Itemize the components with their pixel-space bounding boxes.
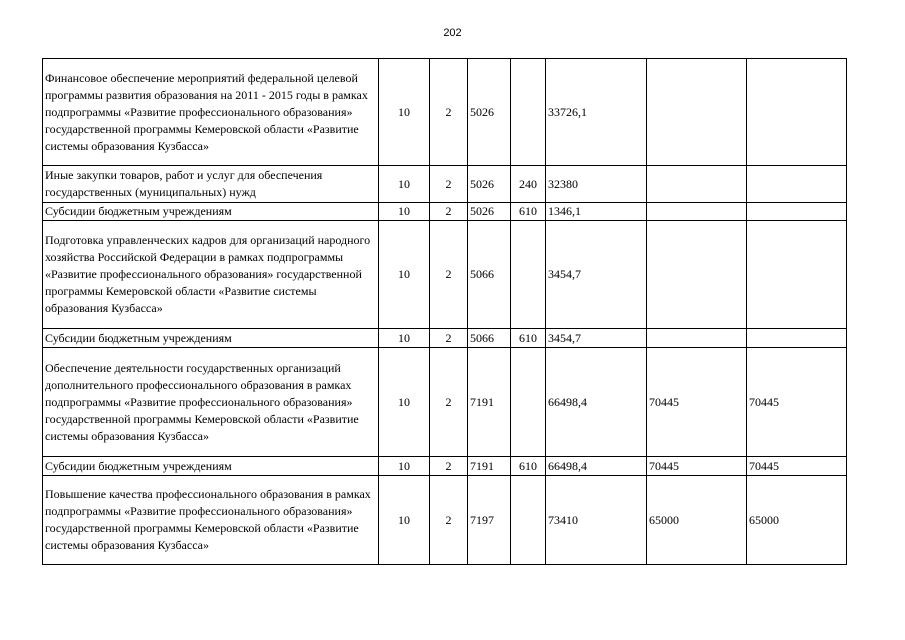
cell-section: 10 (379, 476, 430, 565)
row-name: Обеспечение деятельности государственных организаций дополнительного профессионального образования в рамках подпрограммы «Развитие профессионального образования» государственной программы Кемеровской области «Развитие системы образования Кузбасса» (43, 348, 379, 457)
cell-section: 10 (379, 221, 430, 329)
cell-subsection: 2 (430, 59, 468, 166)
row-name: Субсидии бюджетным учреждениям (43, 329, 379, 348)
cell-subsection: 2 (430, 348, 468, 457)
cell-target-item: 7191 (468, 457, 511, 476)
cell-target-item: 7197 (468, 476, 511, 565)
cell-expense-type: 610 (511, 457, 546, 476)
cell-target-item: 5026 (468, 166, 511, 203)
cell-expense-type (511, 221, 546, 329)
cell-target-item: 7191 (468, 348, 511, 457)
cell-section: 10 (379, 59, 430, 166)
cell-target-item: 5066 (468, 221, 511, 329)
cell-subsection: 2 (430, 457, 468, 476)
cell-target-item: 5066 (468, 329, 511, 348)
cell-subsection: 2 (430, 476, 468, 565)
cell-subsection: 2 (430, 221, 468, 329)
cell-subsection: 2 (430, 166, 468, 203)
table-row (43, 329, 847, 348)
cell-amount-1: 32380 (546, 166, 647, 203)
cell-amount-2 (647, 203, 747, 221)
page-number: 202 (443, 27, 462, 39)
cell-expense-type (511, 59, 546, 166)
cell-expense-type: 610 (511, 329, 546, 348)
cell-amount-3 (747, 221, 847, 329)
cell-amount-1: 66498,4 (546, 348, 647, 457)
cell-section: 10 (379, 457, 430, 476)
cell-target-item: 5026 (468, 203, 511, 221)
row-name: Субсидии бюджетным учреждениям (43, 457, 379, 476)
table-row (43, 203, 847, 221)
cell-amount-3 (747, 59, 847, 166)
table-row (43, 348, 847, 457)
row-name: Финансовое обеспечение мероприятий федеральной целевой программы развития образования на 2011 - 2015 годы в рамках подпрограммы «Развитие профессионального образования» государственной программы Кемеровской области «Развитие системы образования Кузбасса» (43, 59, 379, 166)
cell-section: 10 (379, 329, 430, 348)
cell-amount-2: 70445 (647, 348, 747, 457)
cell-amount-1: 33726,1 (546, 59, 647, 166)
row-name: Субсидии бюджетным учреждениям (43, 203, 379, 221)
cell-expense-type (511, 348, 546, 457)
cell-amount-3 (747, 329, 847, 348)
cell-expense-type (511, 476, 546, 565)
cell-section: 10 (379, 203, 430, 221)
cell-amount-2 (647, 329, 747, 348)
cell-expense-type: 240 (511, 166, 546, 203)
cell-expense-type: 610 (511, 203, 546, 221)
table-row (43, 166, 847, 203)
row-name: Иные закупки товаров, работ и услуг для обеспечения государственных (муниципальных) нужд (43, 166, 379, 203)
cell-amount-3: 65000 (747, 476, 847, 565)
cell-amount-3: 70445 (747, 457, 847, 476)
cell-amount-3 (747, 166, 847, 203)
cell-amount-2: 65000 (647, 476, 747, 565)
budget-table (42, 58, 847, 565)
cell-amount-2 (647, 59, 747, 166)
cell-amount-2 (647, 221, 747, 329)
table-row (43, 59, 847, 166)
table-row (43, 457, 847, 476)
cell-section: 10 (379, 348, 430, 457)
row-name: Подготовка управленческих кадров для организаций народного хозяйства Российской Федерации в рамках подпрограммы «Развитие профессионального образования» государственной программы Кемеровской области «Развитие системы образования Кузбасса» (43, 221, 379, 329)
cell-amount-1: 3454,7 (546, 221, 647, 329)
cell-amount-3 (747, 203, 847, 221)
table-row (43, 221, 847, 329)
row-name: Повышение качества профессионального образования в рамках подпрограммы «Развитие профессионального образования» государственной программы Кемеровской области «Развитие системы образования Кузбасса» (43, 476, 379, 565)
cell-amount-2: 70445 (647, 457, 747, 476)
cell-subsection: 2 (430, 203, 468, 221)
cell-amount-3: 70445 (747, 348, 847, 457)
cell-amount-1: 73410 (546, 476, 647, 565)
table-row (43, 476, 847, 565)
cell-amount-2 (647, 166, 747, 203)
cell-amount-1: 66498,4 (546, 457, 647, 476)
cell-amount-1: 3454,7 (546, 329, 647, 348)
cell-amount-1: 1346,1 (546, 203, 647, 221)
cell-target-item: 5026 (468, 59, 511, 166)
cell-section: 10 (379, 166, 430, 203)
cell-subsection: 2 (430, 329, 468, 348)
